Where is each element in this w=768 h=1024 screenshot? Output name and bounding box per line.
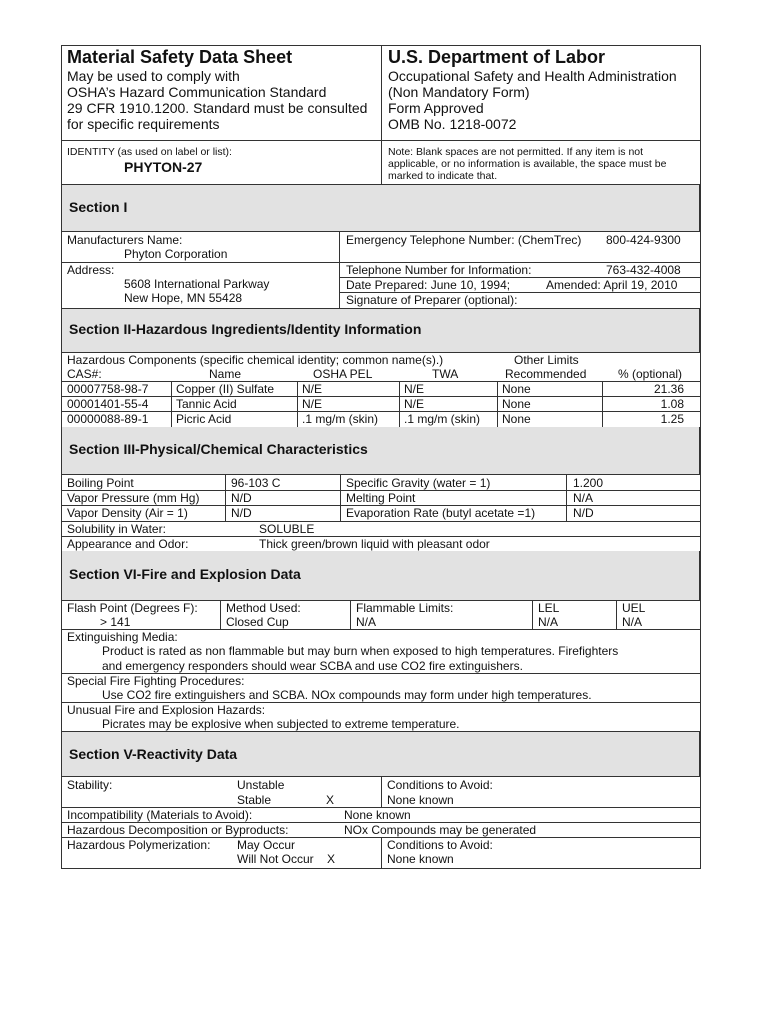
extinguishing-media-line-2: and emergency responders should wear SCBA and use CO2 fire extinguishers. — [102, 659, 523, 673]
flammable-limits-value: N/A — [356, 615, 377, 629]
table-row-3-name: Picric Acid — [176, 412, 232, 426]
ingredients-col-line-1 — [171, 381, 172, 427]
table-row-2-name: Tannic Acid — [176, 397, 237, 411]
fire-col-line-2 — [350, 601, 351, 629]
table-row-2-recommended: None — [502, 397, 531, 411]
note-line-3: marked to indicate that. — [388, 170, 498, 182]
conditions-to-avoid-label: Conditions to Avoid: — [387, 778, 493, 792]
will-not-occur-option: Will Not Occur — [237, 852, 314, 866]
boiling-point-label: Boiling Point — [67, 476, 134, 490]
other-limits-header: Other Limits — [514, 353, 579, 367]
table-row-3-recommended: None — [502, 412, 531, 426]
physical-col-line-3 — [566, 475, 567, 521]
agency-title: U.S. Department of Labor — [388, 47, 606, 67]
flammable-limits-label: Flammable Limits: — [356, 601, 454, 615]
frame-bottom-border — [61, 868, 701, 869]
address-line-2: New Hope, MN 55428 — [124, 291, 243, 305]
date-prepared: Date Prepared: June 10, 1994; — [346, 278, 511, 292]
table-row-2-percent: 1.08 — [660, 397, 684, 411]
col-header-percent: % (optional) — [618, 367, 683, 381]
uel-value: N/A — [622, 615, 643, 629]
hazard-components-header: Hazardous Components (specific chemical identity; common name(s).) — [67, 353, 444, 367]
form-subtitle-line-4: for specific requirements — [67, 116, 220, 132]
polymerization-label: Hazardous Polymerization: — [67, 838, 211, 852]
appearance-label: Appearance and Odor: — [67, 537, 189, 551]
agency-line-4: OMB No. 1218-0072 — [388, 116, 517, 132]
ingredients-row-line-1 — [61, 396, 701, 397]
emergency-phone-value: 800-424-9300 — [606, 233, 681, 247]
form-title: Material Safety Data Sheet — [67, 47, 293, 67]
agency-line-2: (Non Mandatory Form) — [388, 84, 530, 100]
stability-label: Stability: — [67, 778, 113, 792]
col-header-cas: CAS#: — [67, 367, 102, 381]
unstable-option: Unstable — [237, 778, 285, 792]
solubility-value: SOLUBLE — [259, 522, 315, 536]
method-used-value: Closed Cup — [226, 615, 289, 629]
address-line-1: 5608 International Parkway — [124, 277, 270, 291]
unusual-hazards-label: Unusual Fire and Explosion Hazards: — [67, 703, 266, 717]
solubility-label: Solubility in Water: — [67, 522, 166, 536]
section-2-band — [61, 308, 700, 353]
uel-label: UEL — [622, 601, 646, 615]
agency-line-3: Form Approved — [388, 100, 484, 116]
amended-date: Amended: April 19, 2010 — [546, 278, 678, 292]
manufacturer-label: Manufacturers Name: — [67, 233, 183, 247]
evaporation-rate-label: Evaporation Rate (butyl acetate =1) — [346, 506, 536, 520]
incompatibility-value: None known — [344, 808, 411, 822]
stable-option: Stable — [237, 793, 272, 807]
identity-label: IDENTITY (as used on label or list): — [67, 146, 232, 158]
melting-point-label: Melting Point — [346, 491, 416, 505]
extinguishing-media-label: Extinguishing Media: — [67, 630, 178, 644]
stable-check-mark: X — [326, 793, 335, 807]
section-1-band — [61, 184, 700, 232]
emergency-phone-label: Emergency Telephone Number: (ChemTrec) — [346, 233, 582, 247]
vapor-pressure-value: N/D — [231, 491, 252, 505]
section-2-title: Section II-Hazardous Ingredients/Identity Information — [69, 321, 422, 337]
evaporation-rate-value: N/D — [573, 506, 594, 520]
reactivity-col-line-1 — [381, 777, 382, 807]
agency-line-1: Occupational Safety and Health Administration — [388, 68, 677, 84]
special-procedures-label: Special Fire Fighting Procedures: — [67, 674, 245, 688]
address-label: Address: — [67, 263, 115, 277]
specific-gravity-label: Specific Gravity (water = 1) — [346, 476, 491, 490]
lel-label: LEL — [538, 601, 560, 615]
table-row-3-cas: 00000088-89-1 — [67, 412, 149, 426]
appearance-value: Thick green/brown liquid with pleasant odor — [259, 537, 490, 551]
section-fire-band — [61, 551, 700, 601]
table-row-1-name: Copper (II) Sulfate — [176, 382, 275, 396]
section-fire-title: Section VI-Fire and Explosion Data — [69, 566, 301, 582]
section-3-title: Section III-Physical/Chemical Characteristics — [69, 441, 368, 457]
will-not-occur-check-mark: X — [327, 852, 336, 866]
section-reactivity-title: Section V-Reactivity Data — [69, 746, 238, 762]
table-row-2-cas: 00001401-55-4 — [67, 397, 149, 411]
fire-col-line-1 — [220, 601, 221, 629]
fire-col-line-3 — [532, 601, 533, 629]
ingredients-col-line-3 — [399, 381, 400, 427]
section-reactivity-band — [61, 731, 700, 777]
physical-col-line-2 — [340, 475, 341, 521]
conditions-to-avoid-2-value: None known — [387, 852, 454, 866]
manufacturer-value: Phyton Corporation — [124, 247, 228, 261]
boiling-point-value: 96-103 C — [231, 476, 281, 490]
col-header-recommended: Recommended — [505, 367, 587, 381]
table-row-1-twa: N/E — [404, 382, 425, 396]
col-header-osha-pel: OSHA PEL — [313, 367, 373, 381]
ingredients-header-line — [61, 381, 701, 382]
identity-value: PHYTON-27 — [124, 159, 203, 175]
frame-right-border — [700, 45, 701, 869]
info-phone-value: 763-432-4008 — [606, 263, 681, 277]
decomposition-value: NOx Compounds may be generated — [344, 823, 537, 837]
signature-label: Signature of Preparer (optional): — [346, 293, 518, 307]
incompatibility-label: Incompatibility (Materials to Avoid): — [67, 808, 253, 822]
reactivity-col-line-2 — [381, 837, 382, 868]
vapor-density-label: Vapor Density (Air = 1) — [67, 506, 188, 520]
fire-col-line-4 — [616, 601, 617, 629]
decomposition-label: Hazardous Decomposition or Byproducts: — [67, 823, 289, 837]
vapor-density-value: N/D — [231, 506, 252, 520]
form-subtitle-line-2: OSHA’s Hazard Communication Standard — [67, 84, 327, 100]
conditions-to-avoid-2-label: Conditions to Avoid: — [387, 838, 493, 852]
lel-value: N/A — [538, 615, 559, 629]
table-row-3-twa: .1 mg/m (skin) — [404, 412, 481, 426]
ingredients-col-line-2 — [297, 381, 298, 427]
form-subtitle-line-1: May be used to comply with — [67, 68, 240, 84]
table-row-1-percent: 21.36 — [653, 382, 684, 396]
vapor-pressure-label: Vapor Pressure (mm Hg) — [67, 491, 200, 505]
section-3-band — [61, 427, 700, 475]
table-row-3-osha: .1 mg/m (skin) — [302, 412, 379, 426]
info-phone-label: Telephone Number for Information: — [346, 263, 532, 277]
note-line-1: Note: Blank spaces are not permitted. If any item is not — [388, 146, 644, 158]
melting-point-value: N/A — [573, 491, 594, 505]
form-subtitle-line-3: 29 CFR 1910.1200. Standard must be consulted — [67, 100, 368, 116]
header-row-divider — [61, 140, 701, 141]
method-used-label: Method Used: — [226, 601, 301, 615]
section-1-title: Section I — [69, 199, 128, 215]
physical-col-line-1 — [225, 475, 226, 521]
section-1-divider — [339, 232, 340, 308]
special-procedures-value: Use CO2 fire extinguishers and SCBA. NOx compounds may form under high temperatures. — [102, 688, 592, 702]
specific-gravity-value: 1.200 — [573, 476, 604, 490]
table-row-1-cas: 00007758-98-7 — [67, 382, 149, 396]
col-header-name: Name — [209, 367, 242, 381]
flash-point-label: Flash Point (Degrees F): — [67, 601, 198, 615]
header-divider — [381, 45, 382, 184]
table-row-1-osha: N/E — [302, 382, 323, 396]
ingredients-col-line-5 — [602, 381, 603, 427]
extinguishing-media-line-1: Product is rated as non flammable but may burn when exposed to high temperatures. Firefighters — [102, 644, 619, 658]
flash-point-value: > 141 — [100, 615, 131, 629]
unusual-hazards-value: Picrates may be explosive when subjected to extreme temperature. — [102, 717, 460, 731]
ingredients-row-line-2 — [61, 411, 701, 412]
col-header-twa: TWA — [432, 367, 459, 381]
may-occur-option: May Occur — [237, 838, 296, 852]
conditions-to-avoid-value: None known — [387, 793, 454, 807]
ingredients-col-line-4 — [497, 381, 498, 427]
table-row-2-twa: N/E — [404, 397, 425, 411]
table-row-2-osha: N/E — [302, 397, 323, 411]
table-row-3-percent: 1.25 — [660, 412, 684, 426]
note-line-2: applicable, or no information is available, the space must be — [388, 158, 667, 170]
table-row-1-recommended: None — [502, 382, 531, 396]
